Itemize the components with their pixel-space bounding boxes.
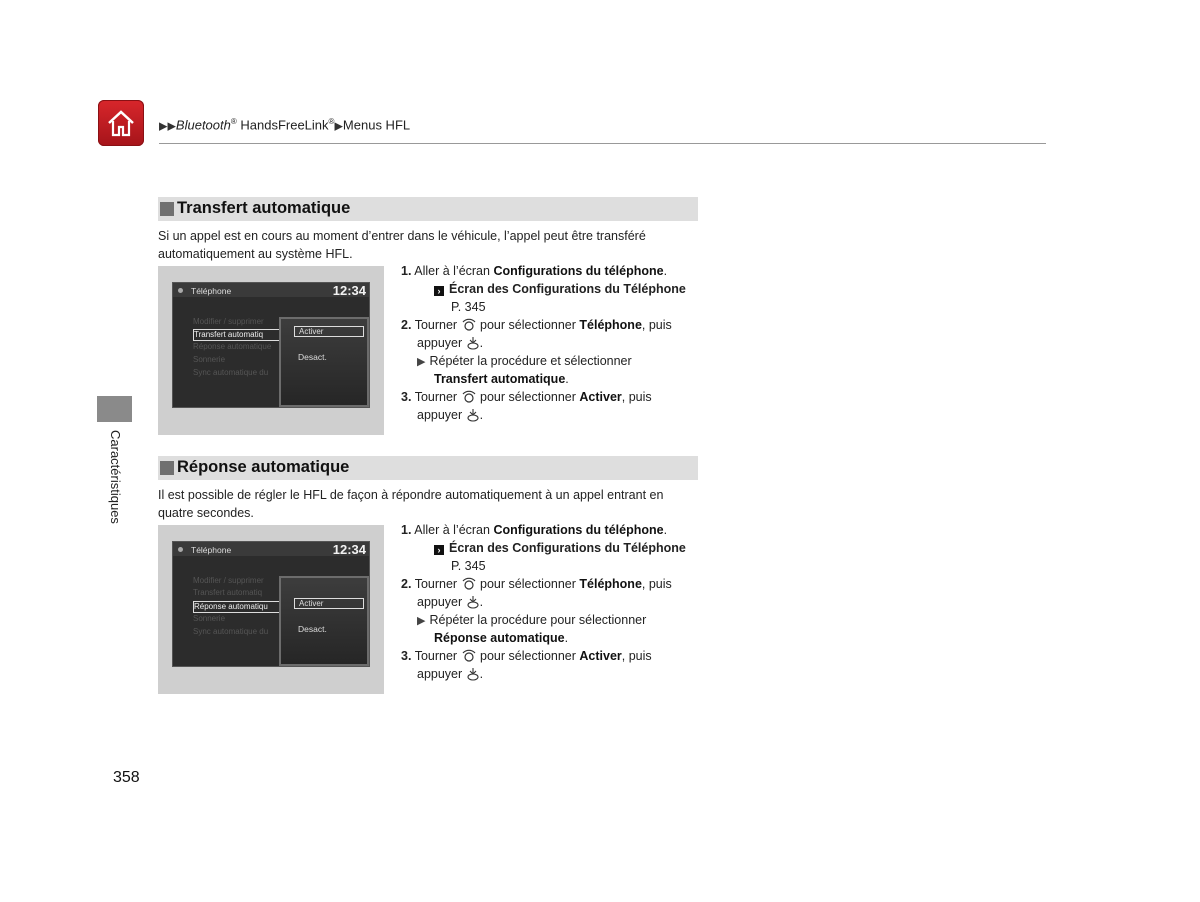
- reference-link[interactable]: › Écran des Configurations du Téléphone: [434, 280, 686, 298]
- step-3: 3. Tourner pour sélectionner Activer, puis: [401, 388, 652, 409]
- knob-press-icon: [466, 667, 480, 686]
- home-icon[interactable]: [98, 100, 144, 146]
- reference-page[interactable]: P. 345: [451, 300, 486, 314]
- step-3-cont: appuyer .: [417, 406, 483, 427]
- screen-menu-row: Sonnerie: [193, 614, 226, 623]
- option-popup: [279, 576, 369, 666]
- screen-menu-row: Sync automatique du: [193, 368, 269, 377]
- section-title: Réponse automatique: [177, 458, 350, 476]
- screen-title-bar: [173, 283, 369, 297]
- screen-clock: 12:34: [332, 542, 366, 557]
- screen-title-bar: [173, 542, 369, 556]
- heading-square-icon: [160, 461, 174, 475]
- option-activer: Activer: [294, 598, 364, 609]
- screen-image: [158, 266, 384, 435]
- screen-menu-row: Transfert automatiq: [193, 588, 263, 597]
- knob-press-icon: [466, 408, 480, 427]
- screen-menu-row: Sonnerie: [193, 355, 226, 364]
- reference-page[interactable]: P. 345: [451, 559, 486, 573]
- step-3: 3. Tourner pour sélectionner Activer, puis: [401, 647, 652, 668]
- step-2-cont: appuyer .: [417, 334, 483, 355]
- screen-menu-row: Modifier / supprimer: [193, 576, 264, 585]
- option-desact: Desact.: [298, 624, 327, 634]
- note-arrow-icon: ▶: [417, 615, 426, 627]
- section-intro: Si un appel est en cours au moment d’entrer dans le véhicule, l’appel peut être transféré automatiquement au système HFL.: [158, 229, 646, 261]
- note-arrow-icon: ▶: [417, 356, 426, 368]
- screen-menu-row-selected: Transfert automatiq: [193, 329, 283, 341]
- page-number: 358: [113, 769, 140, 786]
- section-heading: [158, 197, 698, 221]
- screen-clock: 12:34: [332, 283, 366, 298]
- phone-settings-screen: [172, 541, 370, 667]
- breadcrumb-arrow-icon: ▶▶: [159, 120, 176, 133]
- step-2-note: ▶ Répéter la procédure pour sélectionner: [417, 613, 647, 627]
- step-1: 1. Aller à l’écran Configurations du téléphone.: [401, 264, 668, 278]
- reference-arrow-icon: ›: [434, 545, 444, 555]
- screen-menu-row: Sync automatique du: [193, 627, 269, 636]
- screen-title: Téléphone: [191, 286, 232, 296]
- option-activer: Activer: [294, 326, 364, 337]
- screen-image: [158, 525, 384, 694]
- section-title: Transfert automatique: [177, 199, 351, 217]
- breadcrumb-handsfreelink[interactable]: HandsFreeLink: [236, 117, 329, 133]
- reference-arrow-icon: ›: [434, 286, 444, 296]
- option-popup: [279, 317, 369, 407]
- breadcrumb-bluetooth[interactable]: Bluetooth: [175, 117, 231, 133]
- chapter-label: Caractéristiques: [108, 430, 123, 524]
- heading-square-icon: [160, 202, 174, 216]
- screen-menu-row: Réponse automatique: [193, 342, 272, 351]
- step-2: 2. Tourner pour sélectionner Téléphone, puis: [401, 316, 672, 337]
- breadcrumb-arrow-icon: ▶: [334, 120, 343, 133]
- step-3-cont: appuyer .: [417, 665, 483, 686]
- step-1: 1. Aller à l’écran Configurations du téléphone.: [401, 523, 668, 537]
- step-2-note-cont: Transfert automatique.: [434, 372, 569, 386]
- section-heading: [158, 456, 698, 480]
- screen-title: Téléphone: [191, 545, 232, 555]
- screen-menu-row: Modifier / supprimer: [193, 317, 264, 326]
- breadcrumb: ▶▶Bluetooth® HandsFreeLink®▶Menus HFL: [159, 117, 411, 133]
- header-divider: [159, 143, 1046, 144]
- screen-menu-row-selected: Réponse automatiqu: [193, 601, 283, 613]
- step-2-note-cont: Réponse automatique.: [434, 631, 569, 645]
- section-intro: Il est possible de régler le HFL de façon à répondre automatiquement à un appel entrant en quatre secondes.: [158, 488, 664, 520]
- phone-icon: [178, 288, 183, 293]
- phone-icon: [178, 547, 183, 552]
- option-desact: Desact.: [298, 352, 327, 362]
- breadcrumb-menus-hfl[interactable]: Menus HFL: [342, 117, 411, 133]
- step-2-cont: appuyer .: [417, 593, 483, 614]
- phone-settings-screen: [172, 282, 370, 408]
- step-2-note: ▶ Répéter la procédure et sélectionner: [417, 354, 632, 368]
- reference-link[interactable]: › Écran des Configurations du Téléphone: [434, 539, 686, 557]
- chapter-tab[interactable]: [97, 396, 132, 422]
- step-2: 2. Tourner pour sélectionner Téléphone, puis: [401, 575, 672, 596]
